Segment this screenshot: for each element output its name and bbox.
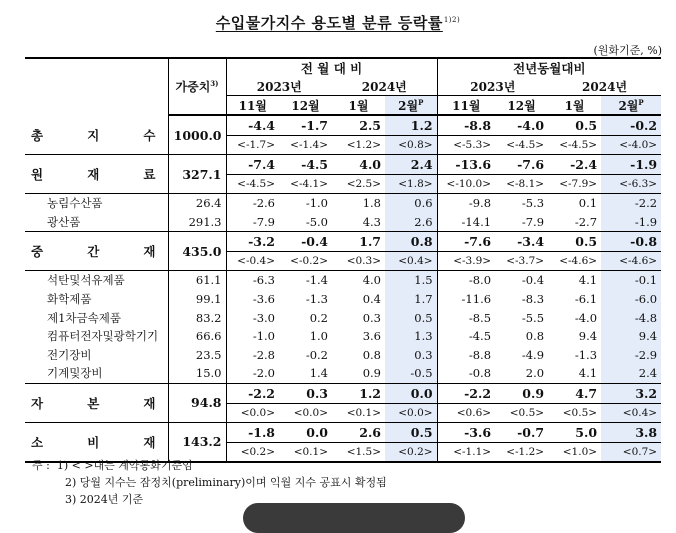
- header-mom-2024: 2024년: [332, 77, 437, 96]
- row-value: -1.7: [279, 115, 332, 136]
- subrow-value: -3.6: [226, 290, 279, 309]
- row-value: -8.8: [437, 115, 495, 136]
- table-subrow: [25, 327, 661, 346]
- row-contract-value: <-4.5>: [559, 139, 598, 151]
- subrow-value: 0.2: [309, 310, 328, 325]
- table-subrow: [25, 346, 661, 365]
- price-index-table: [25, 57, 661, 463]
- subrow-value: 1.0: [309, 329, 328, 344]
- row-contract-value: <-8.1>: [506, 178, 545, 190]
- row-contract-value: <-5.3>: [437, 136, 495, 155]
- subrow-weight: 15.0: [168, 364, 226, 383]
- subrow-value: 4.3: [362, 214, 381, 229]
- row-category-name: 원 재 료: [31, 167, 156, 182]
- row-value: -4.4: [226, 115, 279, 136]
- subrow-value: -0.8: [437, 364, 495, 383]
- note-2: 2) 당월 지수는 잠정치(preliminary)이며 익월 지수 공표시 확정됨: [65, 476, 387, 489]
- subrow-value: 3.6: [362, 329, 381, 344]
- table-row: [25, 155, 661, 175]
- subrow-value: -4.9: [521, 347, 545, 362]
- header-yoy: 전년동월대비: [437, 58, 661, 77]
- note-3: 3) 2024년 기준: [65, 493, 144, 506]
- subrow-value: -8.5: [437, 308, 495, 327]
- subrow-value: 1.8: [362, 196, 381, 211]
- subrow-value: -1.3: [574, 347, 598, 362]
- subrow-value: -6.3: [226, 271, 279, 290]
- subrow-value: 4.0: [362, 273, 381, 288]
- subrow-value: -1.3: [305, 292, 328, 307]
- row-contract-value: <-1.7>: [226, 136, 279, 155]
- row-contract-value: <0.2>: [385, 442, 437, 462]
- subrow-value: 2.6: [385, 213, 437, 232]
- header-yoy-m12: 12월: [495, 96, 548, 116]
- subrow-value: 2.0: [525, 366, 545, 381]
- row-contract-value: <-1.1>: [437, 442, 495, 462]
- row-value: 0.5: [385, 422, 437, 442]
- row-value: -0.8: [601, 232, 661, 252]
- subrow-value: -2.7: [574, 214, 598, 229]
- row-contract-value: <0.0>: [226, 403, 279, 422]
- subrow-value: -2.2: [601, 194, 661, 213]
- subrow-value: -1.0: [226, 327, 279, 346]
- subrow-value: 0.8: [525, 329, 545, 344]
- subrow-value: -5.3: [521, 196, 545, 211]
- header-yoy-2023: 2023년: [437, 77, 548, 96]
- row-value: 3.8: [601, 422, 661, 442]
- row-value: -3.4: [495, 232, 548, 252]
- row-category-name: 총 지 수: [31, 127, 156, 143]
- subrow-value: 1.4: [309, 366, 328, 381]
- subrow-weight: 61.1: [168, 271, 226, 290]
- row-contract-value: <0.8>: [385, 136, 437, 155]
- row-value: -7.4: [226, 155, 279, 175]
- row-contract-value: <2.5>: [346, 178, 381, 190]
- row-value: 0.0: [279, 422, 332, 442]
- subrow-value: 1.7: [385, 290, 437, 309]
- subrow-name: 기계및장비: [47, 366, 103, 381]
- subrow-value: -1.0: [305, 196, 328, 211]
- subrow-value: -8.3: [521, 292, 545, 307]
- subrow-value: -0.1: [601, 271, 661, 290]
- title-footnote-marker: 1)2): [443, 16, 461, 24]
- row-value: 0.5: [548, 115, 601, 136]
- row-value: 4.0: [332, 155, 385, 175]
- header-mom-m1: 1월: [332, 96, 385, 116]
- subrow-value: -2.9: [601, 346, 661, 365]
- row-value: 2.5: [332, 115, 385, 136]
- row-contract-value: <1.5>: [346, 445, 381, 458]
- row-value: -4.0: [495, 115, 548, 136]
- row-contract-value: <-7.9>: [559, 178, 598, 190]
- subrow-value: -6.1: [574, 292, 598, 307]
- row-contract-value: <0.4>: [385, 252, 437, 271]
- row-value: 1.2: [332, 383, 385, 403]
- subrow-weight: 99.1: [168, 290, 226, 309]
- row-value: 0.8: [385, 232, 437, 252]
- subrow-value: 0.8: [362, 347, 381, 362]
- subrow-value: 1.3: [385, 327, 437, 346]
- row-value: 4.7: [548, 383, 601, 403]
- table-subrow: [25, 308, 661, 327]
- subrow-value: -6.0: [601, 290, 661, 309]
- header-yoy-m1: 1월: [548, 96, 601, 116]
- row-contract-value: <-0.4>: [226, 252, 279, 271]
- row-value: -7.6: [495, 155, 548, 175]
- subrow-value: -7.9: [226, 213, 279, 232]
- subrow-value: 0.3: [385, 346, 437, 365]
- header-yoy-2024: 2024년: [548, 77, 661, 96]
- subrow-name: 화학제품: [47, 292, 92, 307]
- row-contract-value: <-4.6>: [601, 252, 661, 271]
- row-contract-value: <1.2>: [346, 139, 381, 151]
- row-contract-value: <0.7>: [601, 442, 661, 462]
- row-value: -3.2: [226, 232, 279, 252]
- row-contract-value: <1.8>: [385, 175, 437, 194]
- row-value: -7.6: [437, 232, 495, 252]
- subrow-weight: 66.6: [168, 327, 226, 346]
- subrow-value: -14.1: [437, 213, 495, 232]
- header-yoy-m11: 11월: [437, 96, 495, 116]
- header-mom-m11: 11월: [226, 96, 279, 116]
- subrow-name: 컴퓨터전자및광학기기: [47, 329, 159, 344]
- table-subrow: [25, 290, 661, 309]
- row-contract-value: <-4.5>: [226, 175, 279, 194]
- row-weight: 327.1: [168, 155, 226, 194]
- subrow-name: 농림수산품: [47, 196, 103, 211]
- note-1: 1) < >내는 계약통화기준임: [56, 459, 193, 472]
- row-category-name: 자 본 재: [31, 395, 156, 411]
- row-weight: 1000.0: [168, 115, 226, 155]
- subrow-value: -2.0: [226, 364, 279, 383]
- subrow-value: 1.5: [385, 271, 437, 290]
- table-row: [25, 115, 661, 136]
- row-contract-value: <0.3>: [346, 255, 381, 268]
- subrow-value: 0.6: [385, 194, 437, 213]
- header-mom-2023: 2023년: [226, 77, 332, 96]
- header-yoy-m2: 2월$^P$: [601, 96, 661, 116]
- row-contract-value: <0.5>: [509, 406, 545, 419]
- row-value: -3.6: [437, 422, 495, 442]
- row-weight: 435.0: [168, 232, 226, 271]
- row-contract-value: <0.0>: [293, 406, 328, 419]
- row-value: 0.0: [385, 383, 437, 403]
- header-weight: 가중치$^{3)}$: [168, 58, 226, 115]
- row-contract-value: <-4.6>: [559, 255, 598, 268]
- header-blank: [25, 58, 168, 115]
- row-category-name: 중 간 재: [31, 244, 156, 260]
- row-value: -2.2: [437, 383, 495, 403]
- row-value: -0.7: [495, 422, 548, 442]
- subrow-value: -11.6: [437, 290, 495, 309]
- row-value: 2.6: [332, 422, 385, 442]
- subrow-value: -0.2: [305, 347, 328, 362]
- table-subrow: [25, 364, 661, 383]
- row-contract-value: <0.2>: [226, 442, 279, 462]
- row-value: 0.9: [495, 383, 548, 403]
- table-row: [25, 383, 661, 403]
- subrow-value: -9.8: [437, 194, 495, 213]
- subrow-name: 전기장비: [47, 347, 92, 362]
- title-text: 수입물가지수 용도별 분류 등락률: [215, 14, 443, 32]
- header-mom-m12: 12월: [279, 96, 332, 116]
- overlay-pill: [243, 503, 465, 533]
- table-subrow: [25, 194, 661, 213]
- subrow-value: -2.8: [226, 346, 279, 365]
- subrow-value: 0.4: [362, 292, 381, 307]
- row-value: -13.6: [437, 155, 495, 175]
- row-value: -2.4: [548, 155, 601, 175]
- row-contract-value: <-4.1>: [290, 178, 328, 190]
- footnotes: [32, 457, 387, 508]
- subrow-value: -4.0: [574, 310, 598, 325]
- row-value: 3.2: [601, 383, 661, 403]
- subrow-value: 0.9: [362, 366, 381, 381]
- subrow-value: -5.0: [305, 214, 328, 229]
- row-contract-value: <-3.9>: [437, 252, 495, 271]
- subrow-value: 9.4: [578, 329, 598, 344]
- subrow-value: 0.3: [362, 310, 381, 325]
- subrow-weight: 83.2: [168, 308, 226, 327]
- subrow-value: 4.1: [578, 273, 598, 288]
- row-value: 2.4: [385, 155, 437, 175]
- subrow-name: 제1차금속제품: [47, 310, 121, 325]
- row-value: -0.2: [601, 115, 661, 136]
- row-contract-value: <0.6>: [437, 403, 495, 422]
- row-contract-value: <1.0>: [562, 445, 598, 458]
- table-row: [25, 232, 661, 252]
- subrow-value: 0.1: [578, 196, 598, 211]
- row-contract-value: <-4.5>: [506, 139, 545, 151]
- row-contract-value: <-1.4>: [290, 139, 328, 151]
- row-contract-value: <0.1>: [346, 406, 381, 419]
- page-title: [0, 12, 676, 33]
- subrow-weight: 26.4: [168, 194, 226, 213]
- row-value: 0.3: [279, 383, 332, 403]
- subrow-name: 석탄및석유제품: [47, 273, 125, 288]
- subrow-value: -8.0: [437, 271, 495, 290]
- row-contract-value: <0.5>: [562, 406, 598, 419]
- row-value: -2.2: [226, 383, 279, 403]
- row-value: -1.9: [601, 155, 661, 175]
- row-value: -4.5: [279, 155, 332, 175]
- row-value: 1.2: [385, 115, 437, 136]
- row-value: 0.5: [548, 232, 601, 252]
- row-value: 5.0: [548, 422, 601, 442]
- subrow-value: -3.0: [226, 308, 279, 327]
- subrow-value: -4.5: [437, 327, 495, 346]
- subrow-value: -2.6: [226, 194, 279, 213]
- subrow-value: -7.9: [521, 214, 545, 229]
- subrow-value: 0.5: [385, 308, 437, 327]
- row-value: -1.8: [226, 422, 279, 442]
- row-contract-value: <-4.0>: [601, 136, 661, 155]
- row-weight: 94.8: [168, 383, 226, 422]
- row-contract-value: <-3.7>: [506, 255, 545, 268]
- row-contract-value: <-1.2>: [506, 445, 545, 458]
- subrow-value: -1.9: [601, 213, 661, 232]
- row-contract-value: <0.0>: [385, 403, 437, 422]
- subrow-weight: 23.5: [168, 346, 226, 365]
- row-value: -0.4: [279, 232, 332, 252]
- notes-prefix: 주 :: [32, 459, 50, 472]
- subrow-value: -1.4: [305, 273, 328, 288]
- header-mom: 전 월 대 비: [226, 58, 437, 77]
- header-mom-m2: 2월$^P$: [385, 96, 437, 116]
- unit-label: (원화기준, %): [593, 44, 662, 57]
- subrow-value: 9.4: [601, 327, 661, 346]
- subrow-value: 4.1: [578, 366, 598, 381]
- subrow-value: 2.4: [601, 364, 661, 383]
- row-value: 1.7: [332, 232, 385, 252]
- subrow-weight: 291.3: [168, 213, 226, 232]
- row-contract-value: <0.1>: [293, 445, 328, 458]
- row-category-name: 소 비 재: [31, 434, 156, 450]
- table-subrow: [25, 271, 661, 290]
- subrow-value: -5.5: [521, 310, 545, 325]
- row-contract-value: <-10.0>: [437, 175, 495, 194]
- subrow-value: -0.5: [385, 364, 437, 383]
- subrow-name: 광산품: [47, 214, 81, 229]
- row-weight: 143.2: [168, 422, 226, 462]
- row-contract-value: <-6.3>: [601, 175, 661, 194]
- row-contract-value: <-0.2>: [290, 255, 328, 268]
- table-row: [25, 422, 661, 442]
- subrow-value: -8.8: [437, 346, 495, 365]
- row-contract-value: <0.4>: [601, 403, 661, 422]
- subrow-value: -0.4: [521, 273, 545, 288]
- table-subrow: [25, 213, 661, 232]
- subrow-value: -4.8: [601, 308, 661, 327]
